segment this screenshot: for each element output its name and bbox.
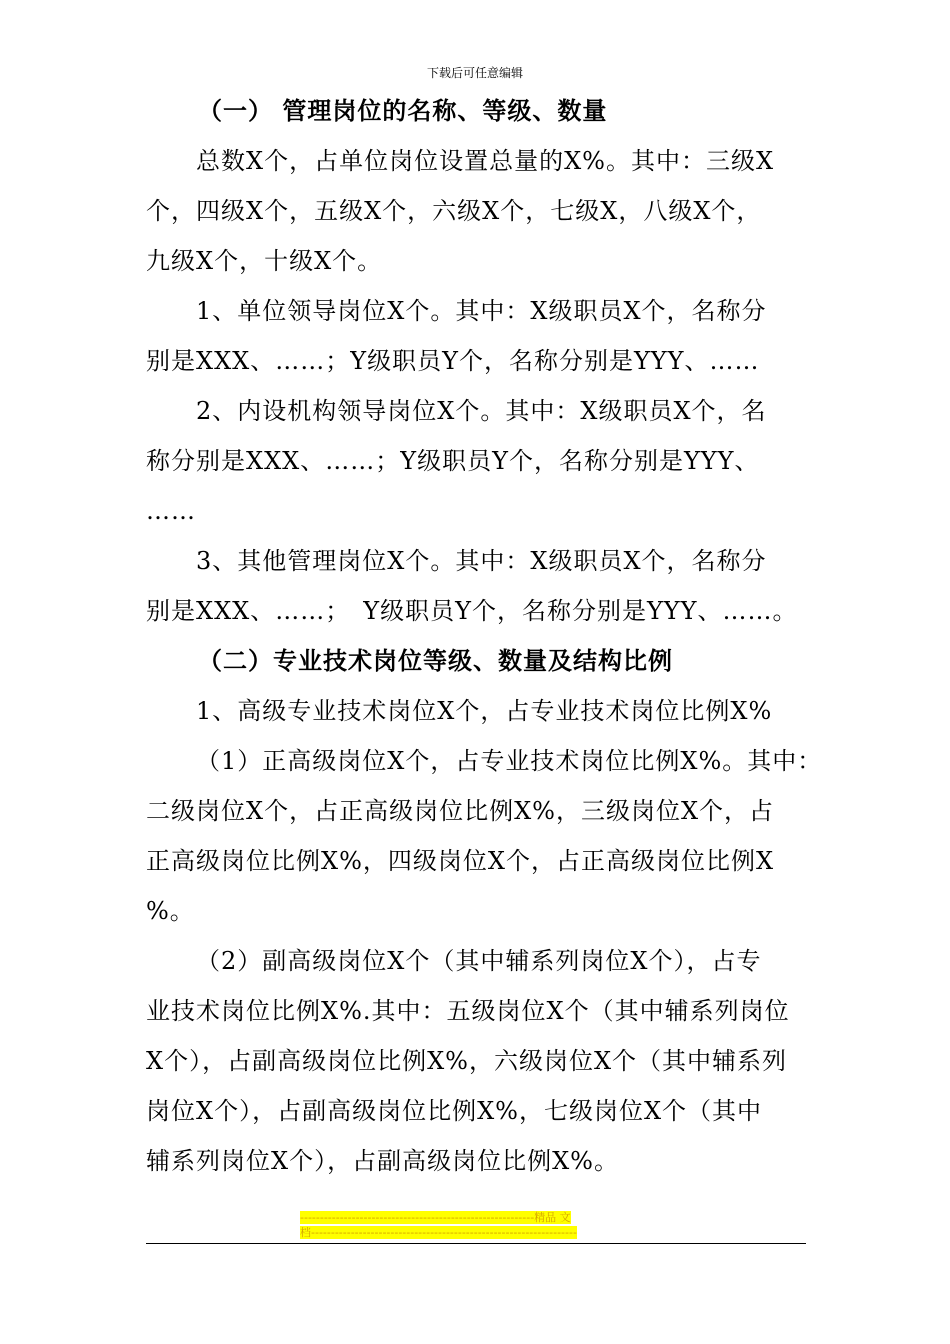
paragraph-line: 业技术岗位比例X%.其中：五级岗位X个（其中辅系列岗位 (146, 997, 790, 1025)
paragraph-line: 九级X个，十级X个。 (146, 247, 383, 275)
paragraph-line: 别是XXX、……；Y级职员Y个，名称分别是YYY、…… (146, 347, 760, 375)
paragraph-line: …… (146, 497, 196, 525)
paragraph-line: 个，四级X个，五级X个，六级X个，七级X，八级X个， (146, 197, 762, 225)
paragraph-line: 二级岗位X个，占正高级岗位比例X%，三级岗位X个，占 (146, 797, 775, 825)
paragraph-line: （1）正高级岗位X个，占专业技术岗位比例X%。其中： (196, 747, 823, 775)
paragraph-line: 别是XXX、……； Y级职员Y个，名称分别是YYY、……。 (146, 597, 798, 625)
paragraph-line: 称分别是XXX、……；Y级职员Y个，名称分别是YYY、 (146, 447, 760, 475)
footer-watermark (300, 1210, 640, 1240)
paragraph-line: 岗位X个），占副高级岗位比例X%，七级岗位X个（其中 (146, 1097, 763, 1125)
section-heading-2: （二）专业技术岗位等级、数量及结构比例 (198, 647, 673, 675)
section-heading-1: （一） 管理岗位的名称、等级、数量 (198, 97, 608, 125)
paragraph-line: 2、内设机构领导岗位X个。其中：X级职员X个，名 (196, 397, 767, 425)
page-header: 下载后可任意编辑 (426, 66, 523, 80)
paragraph-line: （2）副高级岗位X个（其中辅系列岗位X个），占专 (196, 947, 762, 975)
paragraph-line: X个），占副高级岗位比例X%，六级岗位X个（其中辅系列 (146, 1047, 788, 1075)
footer-watermark-line-1: -----------------------------------------------------------精品 文 (300, 1211, 571, 1224)
footer-divider (146, 1243, 806, 1244)
paragraph-line: 3、其他管理岗位X个。其中：X级职员X个，名称分 (196, 547, 767, 575)
document-body (146, 86, 823, 1186)
paragraph-line: 辅系列岗位X个），占副高级岗位比例X%。 (146, 1147, 619, 1175)
paragraph-line: 总数X个，占单位岗位设置总量的X%。其中：三级X (196, 147, 775, 175)
footer-watermark-line-2: 档------------------------------------------------------------------- (300, 1226, 577, 1239)
paragraph-line: 正高级岗位比例X%，四级岗位X个，占正高级岗位比例X (146, 847, 775, 875)
paragraph-line: 1、高级专业技术岗位X个，占专业技术岗位比例X% (196, 697, 773, 725)
paragraph-line: %。 (146, 897, 195, 925)
paragraph-line: 1、单位领导岗位X个。其中：X级职员X个，名称分 (196, 297, 767, 325)
